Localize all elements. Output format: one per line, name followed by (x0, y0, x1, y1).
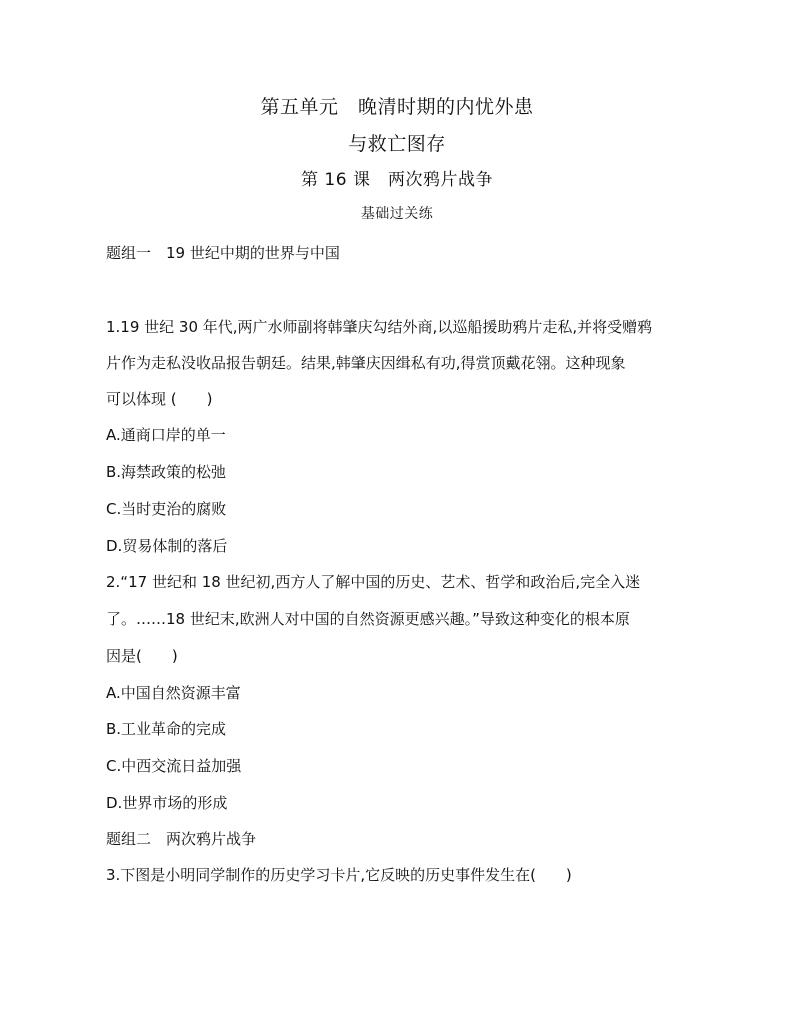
question-1-stem-line-3: 可以体现 ( ) (106, 390, 213, 408)
question-2-stem-line-2: 了。……18 世纪末,欧洲人对中国的自然资源更感兴趣。”导致这种变化的根本原 (106, 610, 630, 628)
question-2-option-a: A.中国自然资源丰富 (106, 684, 241, 702)
group-2-title: 题组二 两次鸦片战争 (106, 830, 257, 848)
question-3-stem-line-1: 3.下图是小明同学制作的历史学习卡片,它反映的历史事件发生在( ) (106, 866, 572, 884)
question-1-option-d: D.贸易体制的落后 (106, 537, 228, 555)
question-1-stem-line-2: 片作为走私没收品报告朝廷。结果,韩肇庆因缉私有功,得赏顶戴花翎。这种现象 (106, 354, 626, 372)
question-1-option-b: B.海禁政策的松弛 (106, 463, 227, 481)
question-2-option-b: B.工业革命的完成 (106, 720, 227, 738)
question-1-stem-line-1: 1.19 世纪 30 年代,两广水师副将韩肇庆勾结外商,以巡船援助鸦片走私,并将受赠鸦 (106, 318, 653, 336)
question-2-option-d: D.世界市场的形成 (106, 794, 228, 812)
unit-title-line1: 第五单元 晚清时期的内忧外患 (260, 96, 534, 118)
question-1-option-a: A.通商口岸的单一 (106, 426, 226, 444)
question-2-option-c: C.中西交流日益加强 (106, 757, 242, 775)
lesson-title: 第 16 课 两次鸦片战争 (301, 170, 493, 190)
question-2-stem-line-3: 因是( ) (106, 647, 178, 665)
question-1-option-c: C.当时吏治的腐败 (106, 500, 227, 518)
question-2-stem-line-1: 2.“17 世纪和 18 世纪初,西方人了解中国的历史、艺术、哲学和政治后,完全入迷 (106, 573, 641, 591)
section-label: 基础过关练 (360, 206, 434, 222)
group-1-title: 题组一 19 世纪中期的世界与中国 (106, 244, 340, 262)
unit-title-line2: 与救亡图存 (348, 133, 446, 155)
